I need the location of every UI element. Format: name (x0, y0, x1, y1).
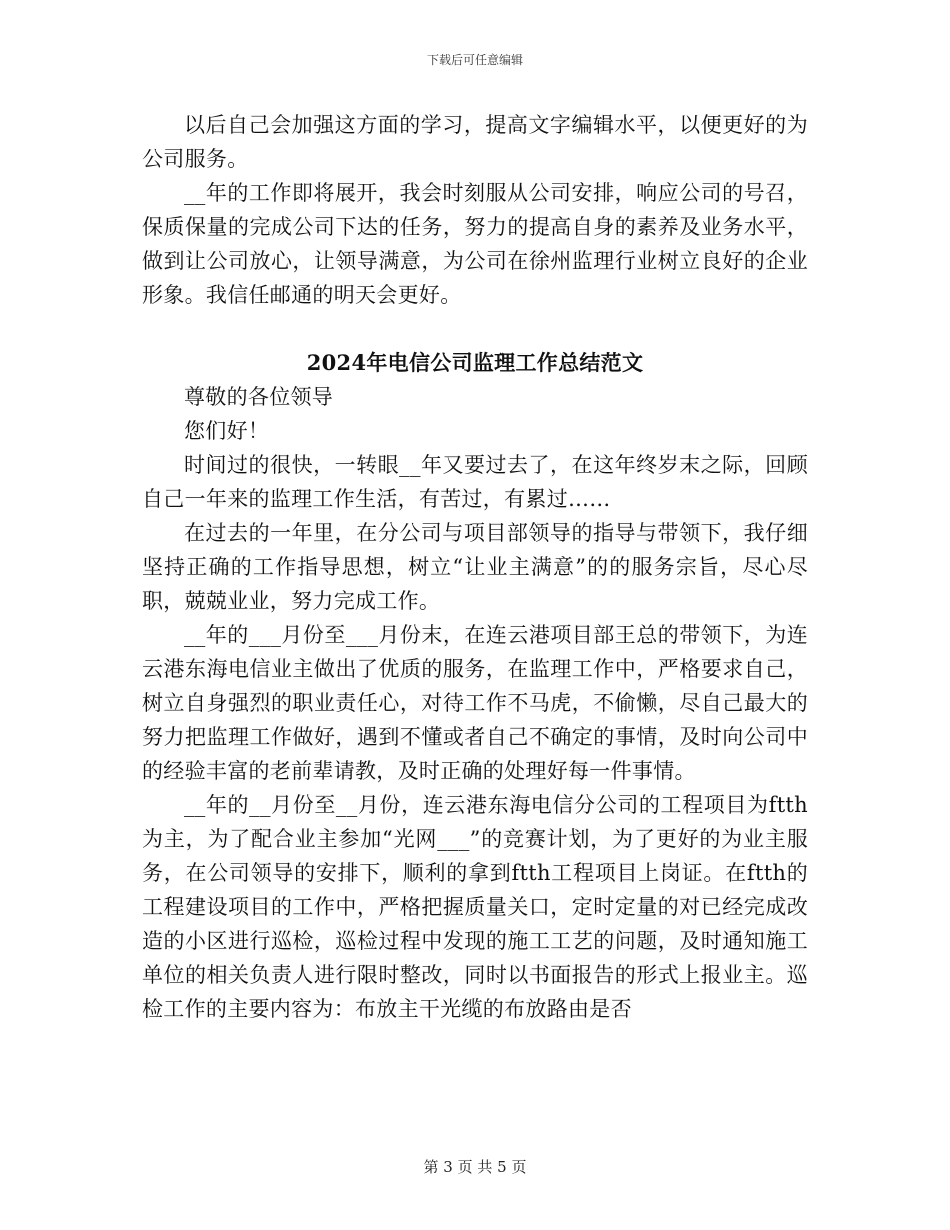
paragraph-before-1: 以后自己会加强这方面的学习，提高文字编辑水平，以便更好的为公司服务。 (142, 113, 808, 171)
document-body (142, 108, 808, 1026)
paragraph-3: __年的___月份至___月份末，在连云港项目部王总的带领下，为连云港东海电信业主做出了优质的服务，在监理工作中，严格要求自己，树立自身强烈的职业责任心，对待工作不马虎，不偷懒，尽自己最大的努力把监理工作做好，遇到不懂或者自己不确定的事情，及时向公司中的经验丰富的老前辈请教，及时正确的处理好每一件事情。 (142, 623, 808, 783)
page-header: 下载后可任意编辑 (426, 53, 523, 67)
greeting: 您们好！ (184, 419, 270, 443)
paragraph-4: __年的__月份至__月份，连云港东海电信分公司的工程项目为ftth为主，为了配合业主参加“光网___”的竞赛计划，为了更好的为业主服务，在公司领导的安排下，顺利的拿到ftth工程项目上岗证。在ftth的工程建设项目的工作中，严格把握质量关口，定时定量的对已经完成改造的小区进行巡检，巡检过程中发现的施工工艺的问题，及时通知施工单位的相关负责人进行限时整改，同时以书面报告的形式上报业主。巡检工作的主要内容为：布放主干光缆的布放路由是否 (142, 793, 808, 1021)
page-footer: 第 3 页 共 5 页 (423, 1158, 527, 1176)
paragraph-1: 时间过的很快，一转眼__年又要过去了，在这年终岁末之际，回顾自己一年来的监理工作生活，有苦过，有累过…… (142, 453, 808, 511)
document-title: 2024年电信公司监理工作总结范文 (306, 350, 644, 375)
paragraph-2: 在过去的一年里，在分公司与项目部领导的指导与带领下，我仔细坚持正确的工作指导思想，树立“让业主满意”的的服务宗旨，尽心尽职，兢兢业业，努力完成工作。 (142, 521, 808, 613)
salutation: 尊敬的各位领导 (184, 385, 334, 409)
paragraph-before-2: __年的工作即将展开，我会时刻服从公司安排，响应公司的号召，保质保量的完成公司下达的任务，努力的提高自身的素养及业务水平，做到让公司放心，让领导满意，为公司在徐州监理行业树立良好的企业形象。我信任邮通的明天会更好。 (142, 181, 808, 307)
